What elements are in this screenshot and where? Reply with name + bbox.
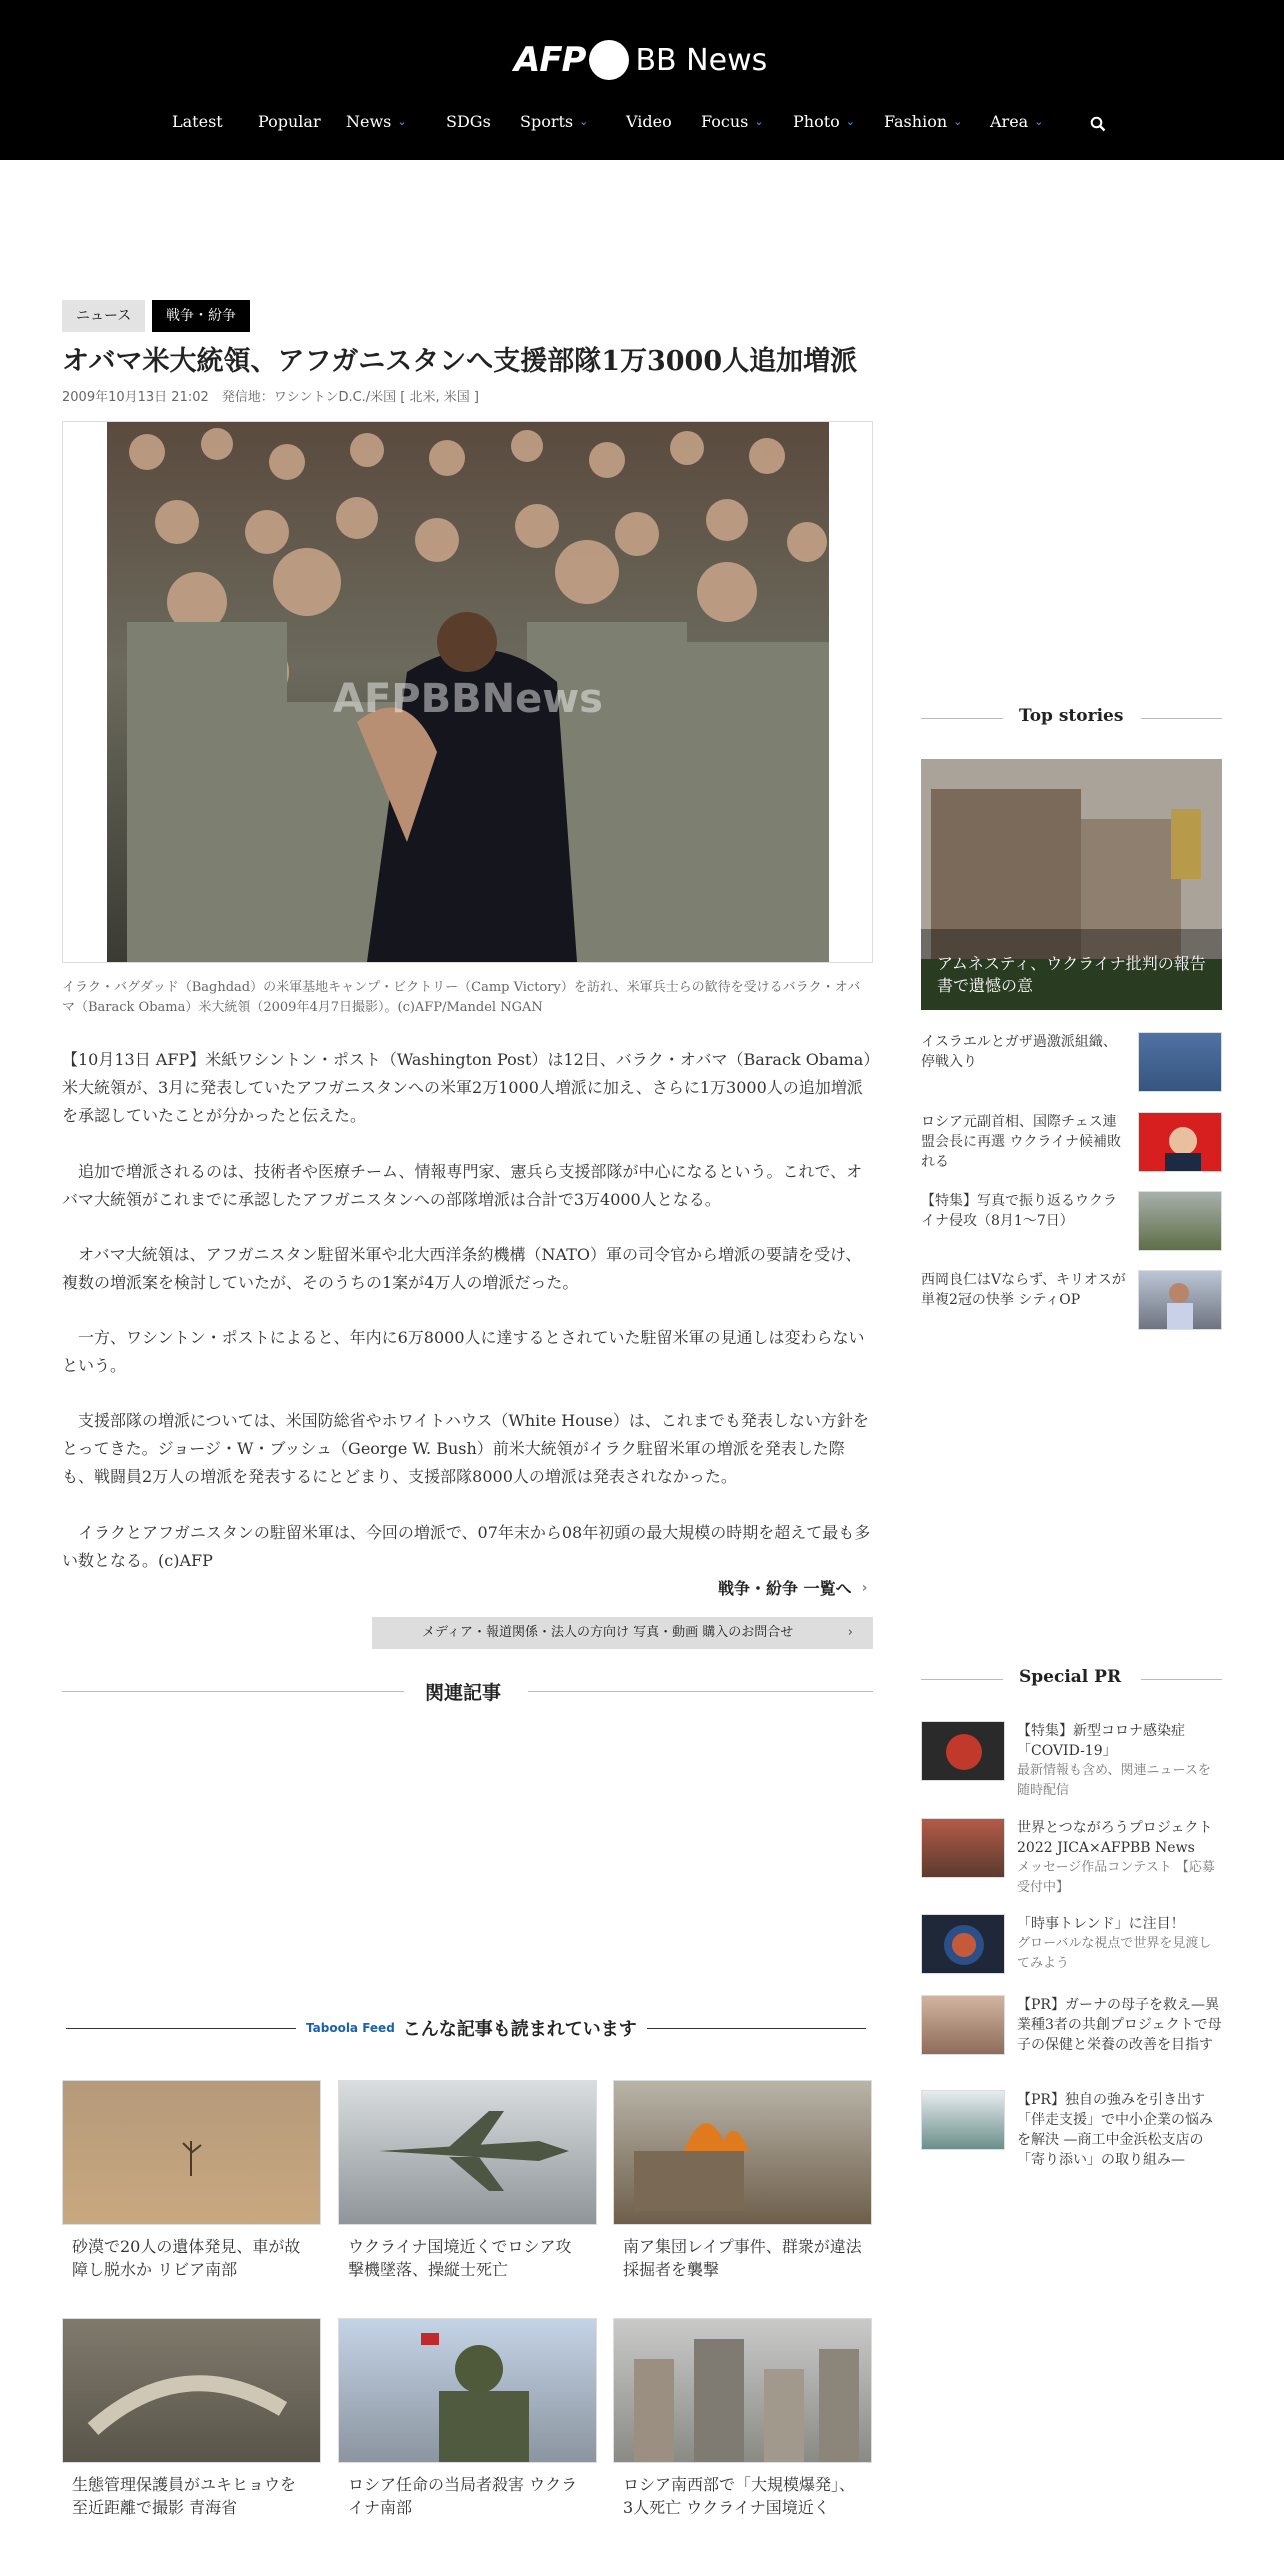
chevron-down-icon: ⌄ xyxy=(754,115,764,128)
article-paragraph: 追加で増派されるのは、技術者や医療チーム、情報専門家、憲兵ら支援部隊が中心になるという。これで、オバマ大統領がこれまでに承認したアフガニスタンへの部隊増派は合計で3万4000人となる。 xyxy=(62,1162,863,1209)
nav-fashion[interactable]: Fashion ⌄ xyxy=(884,112,963,131)
search-icon[interactable] xyxy=(1090,116,1106,132)
article-dateline: 2009年10月13日 21:02 発信地：ワシントンD.C./米国 [ 北米, 米国 ] xyxy=(62,390,479,405)
top-story-title: ロシア元副首相、国際チェス連盟会長に再選 ウクライナ候補敗れる xyxy=(921,1114,1122,1170)
card-title: 砂漠で20人の遺体発見、車が故障し脱水か リビア南部 xyxy=(72,2237,301,2279)
chevron-right-icon: › xyxy=(861,1579,868,1596)
nav-sports[interactable]: Sports ⌄ xyxy=(520,112,589,131)
card-title: ロシア南西部で「大規模爆発」、3人死亡 ウクライナ国境近く xyxy=(623,2475,856,2517)
photo-caption: イラク・バグダッド（Baghdad）の米軍基地キャンプ・ビクトリー（Camp Victory）を訪れ、米軍兵士らの歓待を受けるバラク・オバマ（Barack Obama）米大統領（2009年4月7日撮影）。(c)AFP/Mandel NGAN xyxy=(62,980,861,1015)
pr-thumb-covid xyxy=(921,1721,1005,1781)
top-story-thumb xyxy=(1138,1191,1222,1251)
logo-bb-text: BB News xyxy=(635,42,768,78)
card-image-soldier xyxy=(338,2318,597,2463)
nav-focus[interactable]: Focus ⌄ xyxy=(701,112,764,131)
top-story-title: 【特集】写真で振り返るウクライナ侵攻（8月1～7日） xyxy=(921,1193,1117,1229)
top-story-item[interactable] xyxy=(921,1112,1222,1172)
chevron-down-icon: ⌄ xyxy=(845,115,855,128)
article-paragraph: 支援部隊の増派については、米国防総省やホワイトハウス（White House）は、これまでも発表しない方針をとってきた。ジョージ・W・ブッシュ（George W. Bush）前米大統領がイラク駐留米軍の増派を発表した際も、戦闘員2万人の増派を発表するにとどまり、支援部隊8000人の増派は発表されなかった。 xyxy=(62,1411,869,1486)
article-paragraph: 一方、ワシントン・ポストによると、年内に6万8000人に達するとされていた駐留米軍の見通しは変わらないという。 xyxy=(62,1328,865,1375)
nav-latest[interactable]: Latest xyxy=(172,112,223,131)
pr-thumb-shokochukin xyxy=(921,2090,1005,2150)
tag-news[interactable]: ニュース xyxy=(62,300,145,332)
divider xyxy=(62,1691,404,1692)
pr-subtitle: メッセージ作品コンテスト 【応募受付中】 xyxy=(1017,1860,1215,1895)
site-header xyxy=(0,0,1284,160)
taboola-card[interactable] xyxy=(613,2318,872,2519)
logo-dot-icon xyxy=(589,40,629,80)
taboola-card[interactable] xyxy=(338,2318,597,2519)
divider xyxy=(528,1691,873,1692)
top-stories-title: Top stories xyxy=(1019,706,1124,726)
war-conflict-list-link[interactable]: 戦争・紛争 一覧へ › xyxy=(718,1579,868,1598)
pr-subtitle: 最新情報も含め、関連ニュースを随時配信 xyxy=(1017,1763,1211,1798)
taboola-logo[interactable]: Taboola Feed xyxy=(306,2021,395,2035)
afpbb-logo[interactable] xyxy=(514,38,767,82)
nav-video[interactable]: Video xyxy=(626,112,672,131)
taboola-card[interactable] xyxy=(62,2318,321,2519)
top-story-feature[interactable] xyxy=(921,759,1222,1010)
chevron-down-icon: ⌄ xyxy=(397,115,407,128)
article-paragraph: イラクとアフガニスタンの駐留米軍は、今回の増派で、07年末から08年初頭の最大規模の時期を超えて最も多い数となる。(c)AFP xyxy=(62,1523,871,1570)
card-image-snow-leopard xyxy=(62,2318,321,2463)
related-title: 関連記事 xyxy=(425,1682,502,1704)
taboola-card[interactable] xyxy=(613,2080,872,2281)
nav-popular[interactable]: Popular xyxy=(258,112,321,131)
article-photo[interactable] xyxy=(107,422,829,962)
photo-watermark: AFPBBNews xyxy=(333,676,603,722)
pr-subtitle: グローバルな視点で世界を見渡してみよう xyxy=(1017,1936,1212,1971)
pr-title: 【PR】ガーナの母子を救え—異業種3者の共創プロジェクトで母子の保健と栄養の改善を目指す xyxy=(1017,1997,1222,2053)
card-title: 生態管理保護員がユキヒョウを至近距離で撮影 青海省 xyxy=(72,2475,297,2517)
top-story-caption: アムネスティ、ウクライナ批判の報告書で遺憾の意 xyxy=(937,954,1206,995)
special-pr-title: Special PR xyxy=(1019,1667,1122,1687)
taboola-title: こんな記事も読まれています xyxy=(402,2019,637,2040)
card-title: 南ア集団レイプ事件、群衆が違法採掘者を襲撃 xyxy=(623,2237,862,2279)
nav-sdgs[interactable]: SDGs xyxy=(446,112,491,131)
taboola-card[interactable] xyxy=(338,2080,597,2281)
chevron-right-icon: › xyxy=(847,1625,853,1640)
card-image-city xyxy=(613,2318,872,2463)
pr-thumb-trend xyxy=(921,1914,1005,1974)
card-image-jet xyxy=(338,2080,597,2225)
nav-area[interactable]: Area ⌄ xyxy=(990,112,1044,131)
pr-thumb-jica xyxy=(921,1818,1005,1878)
article-paragraph: オバマ大統領は、アフガニスタン駐留米軍や北大西洋条約機構（NATO）軍の司令官から増派の要請を受け、複数の増派案を検討していたが、そのうちの1案が4万人の増派だった。 xyxy=(62,1245,862,1292)
top-story-item[interactable] xyxy=(921,1191,1222,1251)
taboola-header xyxy=(296,2014,647,2042)
chevron-down-icon: ⌄ xyxy=(953,115,963,128)
chevron-down-icon: ⌄ xyxy=(1034,115,1044,128)
article-photo-frame xyxy=(62,421,873,963)
logo-afp-text: AFP xyxy=(514,40,586,80)
taboola-card[interactable] xyxy=(62,2080,321,2281)
article-headline: オバマ米大統領、アフガニスタンへ支援部隊1万3000人追加増派 xyxy=(62,346,858,377)
pr-title: 【PR】独自の強みを引き出す「伴走支援」で中小企業の悩みを解決 —商工中金浜松支店の「寄り添い」の取り組み— xyxy=(1017,2092,1213,2168)
top-story-title: 西岡良仁はVならず、キリオスが単複2冠の快挙 シティOP xyxy=(921,1272,1126,1308)
card-image-fire xyxy=(613,2080,872,2225)
pr-title: 【特集】新型コロナ感染症「COVID-19」 xyxy=(1017,1723,1185,1759)
top-story-thumb xyxy=(1138,1270,1222,1330)
article-paragraph: 【10月13日 AFP】米紙ワシントン・ポスト（Washington Post）は12日、バラク・オバマ（Barack Obama）米大統領が、3月に発表していたアフガニスタンへの米軍2万1000人増派に加え、さらに1万3000人の追加増派を承認していたことが分かったと伝えた。 xyxy=(62,1050,872,1125)
card-title: ロシア任命の当局者殺害 ウクライナ南部 xyxy=(348,2475,578,2517)
tag-war-conflict[interactable]: 戦争・紛争 xyxy=(152,300,250,332)
card-image-desert xyxy=(62,2080,321,2225)
top-story-thumb xyxy=(1138,1112,1222,1172)
nav-news[interactable]: News ⌄ xyxy=(346,112,407,131)
divider xyxy=(1141,718,1222,719)
card-title: ウクライナ国境近くでロシア攻撃機墜落、操縦士死亡 xyxy=(348,2237,572,2279)
chevron-down-icon: ⌄ xyxy=(579,115,589,128)
pr-title: 「時事トレンド」に注目！ xyxy=(1017,1916,1185,1932)
pr-title: 世界とつながろうプロジェクト2022 JICA×AFPBB News xyxy=(1017,1820,1213,1856)
top-story-title: イスラエルとガザ過激派組織、停戦入り xyxy=(921,1034,1117,1070)
top-story-item[interactable] xyxy=(921,1032,1222,1092)
top-story-item[interactable] xyxy=(921,1270,1222,1330)
divider xyxy=(921,718,1003,719)
divider xyxy=(921,1679,1003,1680)
nav-photo[interactable]: Photo ⌄ xyxy=(793,112,855,131)
divider xyxy=(1141,1679,1222,1680)
pr-thumb-ghana xyxy=(921,1995,1005,2055)
top-story-thumb xyxy=(1138,1032,1222,1092)
media-contact-button[interactable]: メディア・報道関係・法人の方向け 写真・動画 購入のお問合せ › xyxy=(372,1617,873,1649)
